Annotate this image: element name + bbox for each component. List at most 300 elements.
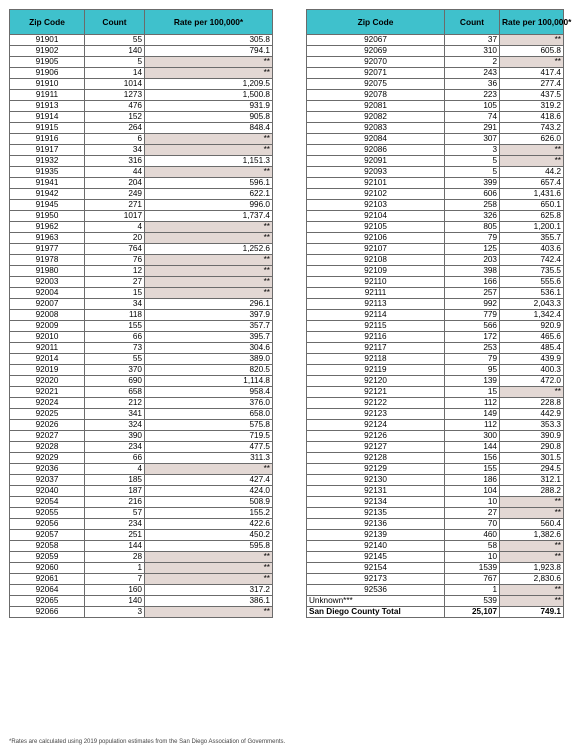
zip-code-cell: 92029 <box>10 453 85 464</box>
rate-cell: 296.1 <box>145 299 273 310</box>
table-row <box>307 585 564 596</box>
count-cell: 1539 <box>445 563 500 574</box>
zip-code-cell: 92026 <box>10 420 85 431</box>
table-row <box>307 497 564 508</box>
rate-cell: 450.2 <box>145 530 273 541</box>
zip-code-cell: 92071 <box>307 68 445 79</box>
zip-code-cell: 91910 <box>10 79 85 90</box>
rate-cell: ** <box>145 277 273 288</box>
zip-code-cell: 92116 <box>307 332 445 343</box>
rate-cell: 626.0 <box>500 134 564 145</box>
count-cell: 10 <box>445 497 500 508</box>
header-row <box>10 10 273 35</box>
table-row <box>10 145 273 156</box>
count-cell: 234 <box>85 519 145 530</box>
rate-header: Rate per 100,000* <box>500 10 564 35</box>
rate-cell: 555.6 <box>500 277 564 288</box>
rate-cell: 357.7 <box>145 321 273 332</box>
county-total-row <box>307 607 564 618</box>
table-row <box>10 453 273 464</box>
table-row <box>10 288 273 299</box>
zip-code-cell: 91980 <box>10 266 85 277</box>
rate-header: Rate per 100,000* <box>145 10 273 35</box>
zip-code-cell: 92004 <box>10 288 85 299</box>
zip-code-cell: 92117 <box>307 343 445 354</box>
zip-code-cell: 91901 <box>10 35 85 46</box>
rate-cell: 625.8 <box>500 211 564 222</box>
rate-cell: 311.3 <box>145 453 273 464</box>
count-cell: 37 <box>445 35 500 46</box>
table-row <box>10 211 273 222</box>
rate-cell: 422.6 <box>145 519 273 530</box>
rate-cell: ** <box>145 57 273 68</box>
table-row <box>307 288 564 299</box>
zip-code-cell: 91905 <box>10 57 85 68</box>
table-row <box>307 420 564 431</box>
table-row <box>307 541 564 552</box>
table-row <box>307 145 564 156</box>
zip-code-cell: 92109 <box>307 266 445 277</box>
rate-cell: ** <box>145 574 273 585</box>
rate-cell: 442.9 <box>500 409 564 420</box>
count-cell: 257 <box>445 288 500 299</box>
count-cell: 4 <box>85 464 145 475</box>
rate-cell: 996.0 <box>145 200 273 211</box>
count-cell: 310 <box>445 46 500 57</box>
table-row <box>307 574 564 585</box>
zip-code-cell: 92127 <box>307 442 445 453</box>
rate-cell: ** <box>500 497 564 508</box>
rate-cell: 575.8 <box>145 420 273 431</box>
zip-code-cell: 92134 <box>307 497 445 508</box>
table-row <box>307 464 564 475</box>
zip-code-cell: 91941 <box>10 178 85 189</box>
count-cell: 216 <box>85 497 145 508</box>
rate-cell: 304.6 <box>145 343 273 354</box>
zip-code-cell: 92120 <box>307 376 445 387</box>
count-cell: 324 <box>85 420 145 431</box>
zip-code-cell: 91950 <box>10 211 85 222</box>
zip-code-cell: 92056 <box>10 519 85 530</box>
table-row <box>307 354 564 365</box>
right-zip-table <box>306 9 572 618</box>
count-cell: 1273 <box>85 90 145 101</box>
rate-cell: 742.4 <box>500 255 564 266</box>
count-cell: 15 <box>85 288 145 299</box>
table-row <box>307 156 564 167</box>
rate-cell: ** <box>145 134 273 145</box>
count-cell: 44 <box>85 167 145 178</box>
count-cell: 606 <box>445 189 500 200</box>
count-cell: 186 <box>445 475 500 486</box>
zip-code-cell: 92145 <box>307 552 445 563</box>
rate-cell: ** <box>500 145 564 156</box>
rate-cell: 1,151.3 <box>145 156 273 167</box>
rate-cell: 155.2 <box>145 508 273 519</box>
table-row <box>307 398 564 409</box>
rate-cell: 650.1 <box>500 200 564 211</box>
count-cell: 258 <box>445 200 500 211</box>
table-row <box>10 475 273 486</box>
table-row <box>10 332 273 343</box>
table-row <box>10 178 273 189</box>
count-cell: 155 <box>85 321 145 332</box>
rate-cell: 376.0 <box>145 398 273 409</box>
table-row <box>10 596 273 607</box>
count-cell: 253 <box>445 343 500 354</box>
left-zip-table <box>9 9 273 618</box>
table-row <box>10 222 273 233</box>
unknown-row <box>307 596 564 607</box>
zip-code-cell: 92121 <box>307 387 445 398</box>
table-row <box>10 46 273 57</box>
count-cell: 55 <box>85 35 145 46</box>
table-row <box>10 464 273 475</box>
table-row <box>10 420 273 431</box>
rate-cell: 389.0 <box>145 354 273 365</box>
count-cell: 144 <box>445 442 500 453</box>
table-row <box>307 123 564 134</box>
rate-cell: ** <box>500 541 564 552</box>
count-cell: 55 <box>85 354 145 365</box>
table-row <box>10 530 273 541</box>
zip-code-cell: 92119 <box>307 365 445 376</box>
count-cell: 14 <box>85 68 145 79</box>
rate-cell: 301.5 <box>500 453 564 464</box>
zip-code-cell: 92082 <box>307 112 445 123</box>
rate-cell: ** <box>145 288 273 299</box>
table-row <box>307 310 564 321</box>
rate-cell: 290.8 <box>500 442 564 453</box>
zip-code-cell: 92114 <box>307 310 445 321</box>
count-cell: 79 <box>445 233 500 244</box>
zip-code-cell: 91945 <box>10 200 85 211</box>
rate-cell: 390.9 <box>500 431 564 442</box>
count-cell: 20 <box>85 233 145 244</box>
table-row <box>307 266 564 277</box>
count-cell: 12 <box>85 266 145 277</box>
table-row <box>307 178 564 189</box>
table-row <box>307 211 564 222</box>
count-cell: 140 <box>85 596 145 607</box>
zip-code-cell: 92070 <box>307 57 445 68</box>
rate-cell: 2,830.6 <box>500 574 564 585</box>
rate-cell: 353.3 <box>500 420 564 431</box>
table-row <box>10 35 273 46</box>
count-cell: 66 <box>85 332 145 343</box>
zip-code-cell: 92060 <box>10 563 85 574</box>
rate-cell: 400.3 <box>500 365 564 376</box>
table-row <box>10 387 273 398</box>
left-table-body <box>10 35 273 618</box>
rate-cell: 1,114.8 <box>145 376 273 387</box>
zip-code-cell: 92021 <box>10 387 85 398</box>
table-row <box>307 222 564 233</box>
zip-code-cell: 91914 <box>10 112 85 123</box>
table-row <box>307 134 564 145</box>
zip-code-cell: 92040 <box>10 486 85 497</box>
zip-code-cell: 92075 <box>307 79 445 90</box>
table-row <box>307 409 564 420</box>
rate-cell: 1,431.6 <box>500 189 564 200</box>
rate-cell: 439.9 <box>500 354 564 365</box>
table-row <box>307 431 564 442</box>
count-cell: 390 <box>85 431 145 442</box>
zip-code-cell: 92103 <box>307 200 445 211</box>
count-cell: 767 <box>445 574 500 585</box>
zip-code-cell: 92131 <box>307 486 445 497</box>
table-row <box>307 321 564 332</box>
table-row <box>10 431 273 442</box>
zip-code-cell: 92081 <box>307 101 445 112</box>
table-row <box>307 343 564 354</box>
count-cell: 140 <box>85 46 145 57</box>
count-cell: 112 <box>445 420 500 431</box>
count-cell: 95 <box>445 365 500 376</box>
rate-cell: 2,043.3 <box>500 299 564 310</box>
table-row <box>307 365 564 376</box>
zip-code-cell: 92135 <box>307 508 445 519</box>
zip-code-cell: 92130 <box>307 475 445 486</box>
count-cell: 764 <box>85 244 145 255</box>
count-cell: 223 <box>445 90 500 101</box>
zip-code-cell: 91902 <box>10 46 85 57</box>
rate-cell: 319.2 <box>500 101 564 112</box>
zip-code-cell: 92065 <box>10 596 85 607</box>
table-row <box>307 299 564 310</box>
count-cell: 160 <box>85 585 145 596</box>
count-cell: 399 <box>445 178 500 189</box>
zip-code-cell: 92123 <box>307 409 445 420</box>
count-cell: 658 <box>85 387 145 398</box>
zip-code-cell: 92154 <box>307 563 445 574</box>
table-row <box>10 563 273 574</box>
count-cell: 57 <box>85 508 145 519</box>
count-header: Count <box>85 10 145 35</box>
table-row <box>10 266 273 277</box>
rate-cell: 312.1 <box>500 475 564 486</box>
zip-code-cell: 92024 <box>10 398 85 409</box>
zip-code-cell: 92069 <box>307 46 445 57</box>
table-row <box>10 101 273 112</box>
table-row <box>10 57 273 68</box>
count-cell: 243 <box>445 68 500 79</box>
rate-cell: 403.6 <box>500 244 564 255</box>
zip-code-header: Zip Code <box>10 10 85 35</box>
rate-cell: ** <box>145 255 273 266</box>
rate-cell: ** <box>145 266 273 277</box>
count-cell: 166 <box>445 277 500 288</box>
zip-code-cell: 91917 <box>10 145 85 156</box>
zip-code-cell: 92061 <box>10 574 85 585</box>
count-cell: 73 <box>85 343 145 354</box>
zip-code-cell: 91978 <box>10 255 85 266</box>
count-cell: 264 <box>85 123 145 134</box>
rate-cell: 657.4 <box>500 178 564 189</box>
table-row <box>307 332 564 343</box>
rate-cell: 472.0 <box>500 376 564 387</box>
table-row <box>10 519 273 530</box>
zip-code-cell: 92078 <box>307 90 445 101</box>
zip-code-cell: 91942 <box>10 189 85 200</box>
count-cell: 6 <box>85 134 145 145</box>
zip-code-cell: 91932 <box>10 156 85 167</box>
count-cell: 3 <box>85 607 145 618</box>
table-row <box>307 90 564 101</box>
table-row <box>307 387 564 398</box>
zip-code-cell: 92111 <box>307 288 445 299</box>
table-row <box>307 552 564 563</box>
table-row <box>10 376 273 387</box>
zip-code-cell: 92108 <box>307 255 445 266</box>
count-cell: 27 <box>85 277 145 288</box>
zip-code-cell: 92110 <box>307 277 445 288</box>
zip-code-cell: 92122 <box>307 398 445 409</box>
table-row <box>10 68 273 79</box>
table-row <box>307 167 564 178</box>
rate-cell: 958.4 <box>145 387 273 398</box>
rate-cell: ** <box>500 585 564 596</box>
count-cell: 779 <box>445 310 500 321</box>
zip-code-cell: 92037 <box>10 475 85 486</box>
rate-cell: ** <box>500 156 564 167</box>
table-row <box>10 156 273 167</box>
count-cell: 79 <box>445 354 500 365</box>
count-cell: 155 <box>445 464 500 475</box>
rate-cell: 658.0 <box>145 409 273 420</box>
zip-code-cell: 92066 <box>10 607 85 618</box>
zip-code-cell: 92010 <box>10 332 85 343</box>
zip-code-cell: 92057 <box>10 530 85 541</box>
table-row <box>307 442 564 453</box>
zip-code-cell: 92007 <box>10 299 85 310</box>
zip-code-cell: 92020 <box>10 376 85 387</box>
zip-code-cell: 92086 <box>307 145 445 156</box>
table-row <box>10 409 273 420</box>
zip-code-cell: 92008 <box>10 310 85 321</box>
table-row <box>307 376 564 387</box>
table-row <box>307 35 564 46</box>
count-cell: 25,107 <box>445 607 500 618</box>
rate-cell: 749.1 <box>500 607 564 618</box>
zip-code-cell: 92536 <box>307 585 445 596</box>
rate-cell: 317.2 <box>145 585 273 596</box>
zip-code-cell: 92105 <box>307 222 445 233</box>
rate-cell: 1,342.4 <box>500 310 564 321</box>
table-row <box>10 574 273 585</box>
zip-code-cell: 92014 <box>10 354 85 365</box>
rate-cell: 477.5 <box>145 442 273 453</box>
rate-cell: ** <box>145 68 273 79</box>
rate-cell: ** <box>145 607 273 618</box>
count-cell: 104 <box>445 486 500 497</box>
count-cell: 172 <box>445 332 500 343</box>
count-cell: 36 <box>445 79 500 90</box>
table-row <box>10 398 273 409</box>
rate-cell: ** <box>145 167 273 178</box>
zip-code-cell: 92104 <box>307 211 445 222</box>
count-cell: 5 <box>85 57 145 68</box>
zip-code-cell: 92128 <box>307 453 445 464</box>
rate-cell: 228.8 <box>500 398 564 409</box>
zip-code-cell: 91906 <box>10 68 85 79</box>
count-cell: 212 <box>85 398 145 409</box>
table-row <box>307 563 564 574</box>
header-row <box>307 10 564 35</box>
rate-cell: 44.2 <box>500 167 564 178</box>
zip-code-cell: 92091 <box>307 156 445 167</box>
rate-cell: 1,252.6 <box>145 244 273 255</box>
rate-cell: ** <box>145 145 273 156</box>
zip-code-cell: 92064 <box>10 585 85 596</box>
rate-cell: 305.8 <box>145 35 273 46</box>
rate-cell: 437.5 <box>500 90 564 101</box>
count-cell: 398 <box>445 266 500 277</box>
rate-cell: 848.4 <box>145 123 273 134</box>
right-table-body <box>307 35 564 618</box>
count-cell: 152 <box>85 112 145 123</box>
zip-code-cell: 92107 <box>307 244 445 255</box>
table-row <box>10 497 273 508</box>
rate-cell: ** <box>500 552 564 563</box>
table-row <box>10 90 273 101</box>
table-row <box>307 255 564 266</box>
count-cell: 139 <box>445 376 500 387</box>
zip-code-cell: 92027 <box>10 431 85 442</box>
table-row <box>307 475 564 486</box>
rate-cell: 395.7 <box>145 332 273 343</box>
count-cell: 66 <box>85 453 145 464</box>
zip-code-cell: 92019 <box>10 365 85 376</box>
count-cell: 234 <box>85 442 145 453</box>
rate-cell: 417.4 <box>500 68 564 79</box>
rate-cell: 560.4 <box>500 519 564 530</box>
table-row <box>10 189 273 200</box>
table-row <box>10 552 273 563</box>
count-cell: 476 <box>85 101 145 112</box>
count-cell: 76 <box>85 255 145 266</box>
zip-code-cell: 92011 <box>10 343 85 354</box>
rate-cell: 794.1 <box>145 46 273 57</box>
table-row <box>307 101 564 112</box>
table-row <box>10 299 273 310</box>
rate-cell: 1,382.6 <box>500 530 564 541</box>
table-row <box>10 167 273 178</box>
rate-cell: 1,923.8 <box>500 563 564 574</box>
count-cell: 992 <box>445 299 500 310</box>
table-row <box>10 442 273 453</box>
count-header: Count <box>445 10 500 35</box>
count-cell: 316 <box>85 156 145 167</box>
rate-cell: 277.4 <box>500 79 564 90</box>
zip-code-cell: 92126 <box>307 431 445 442</box>
count-cell: 2 <box>445 57 500 68</box>
rate-cell: 536.1 <box>500 288 564 299</box>
count-cell: 326 <box>445 211 500 222</box>
zip-code-cell: 91913 <box>10 101 85 112</box>
rate-cell: 931.9 <box>145 101 273 112</box>
zip-code-cell: 92058 <box>10 541 85 552</box>
rate-cell: ** <box>500 35 564 46</box>
count-cell: 300 <box>445 431 500 442</box>
zip-code-cell: 91962 <box>10 222 85 233</box>
rate-cell: 719.5 <box>145 431 273 442</box>
count-cell: 3 <box>445 145 500 156</box>
count-cell: 15 <box>445 387 500 398</box>
zip-code-cell: 92036 <box>10 464 85 475</box>
count-cell: 805 <box>445 222 500 233</box>
count-cell: 34 <box>85 145 145 156</box>
